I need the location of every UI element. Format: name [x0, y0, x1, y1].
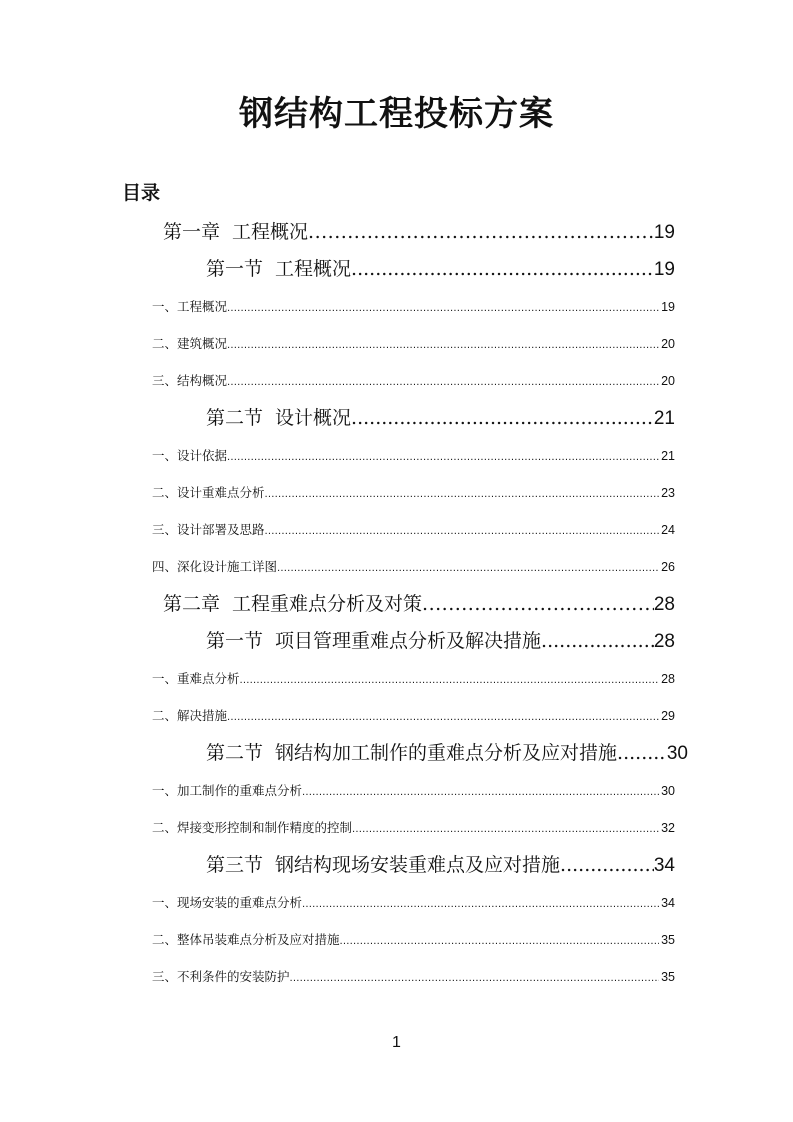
toc-page: 19 — [653, 222, 675, 243]
page-number: 1 — [392, 1034, 401, 1051]
toc-page: 26 — [661, 560, 675, 574]
toc-item[interactable] — [152, 707, 675, 727]
toc-entry-text: 一、重难点分析 — [152, 671, 240, 686]
toc-chapter[interactable] — [163, 219, 675, 246]
toc-entry-text: 第二节 钢结构加工制作的重难点分析及应对措施 — [206, 742, 618, 764]
toc-section[interactable] — [206, 740, 688, 767]
toc-entry-text: 二、焊接变形控制和制作精度的控制 — [152, 820, 353, 835]
toc-item[interactable] — [152, 931, 675, 951]
toc-entry-text: 第三节 钢结构现场安装重难点及应对措施 — [206, 854, 561, 876]
toc-page: 30 — [661, 784, 675, 798]
toc-page: 21 — [653, 408, 675, 429]
toc-leader — [422, 591, 654, 617]
toc-leader — [351, 405, 654, 431]
toc-leader — [265, 486, 660, 504]
toc-entry-text: 二、整体吊装难点分析及应对措施 — [152, 932, 340, 947]
toc-leader — [302, 896, 659, 914]
toc-entry-text: 二、解决措施 — [152, 708, 228, 723]
document-title: 钢结构工程投标方案 — [239, 94, 554, 134]
toc-leader — [541, 628, 654, 654]
toc-entry-text: 一、加工制作的重难点分析 — [152, 783, 303, 798]
toc-item[interactable] — [152, 372, 675, 392]
toc-leader — [277, 560, 659, 578]
toc-page: 35 — [661, 933, 675, 947]
toc-leader — [351, 256, 654, 282]
toc-entry-text: 第二章 工程重难点分析及对策 — [163, 593, 423, 615]
toc-heading: 目录 — [122, 182, 161, 204]
toc-section[interactable] — [206, 628, 675, 655]
toc-page: 29 — [661, 709, 675, 723]
toc-item[interactable] — [152, 484, 675, 504]
toc-page: 32 — [661, 821, 675, 835]
toc-leader — [227, 300, 659, 318]
toc-section[interactable] — [206, 405, 675, 432]
toc-leader — [340, 933, 660, 951]
toc-item[interactable] — [152, 819, 675, 839]
toc-leader — [290, 970, 660, 988]
toc-entry-text: 二、设计重难点分析 — [152, 485, 265, 500]
toc-entry-text: 四、深化设计施工详图 — [152, 559, 278, 574]
toc-item[interactable] — [152, 670, 675, 690]
toc-entry-text: 一、工程概况 — [152, 299, 228, 314]
toc-item[interactable] — [152, 558, 675, 578]
toc-item[interactable] — [152, 782, 675, 802]
toc-entry-text: 第一章 工程概况 — [163, 221, 309, 243]
toc-leader — [227, 337, 659, 355]
toc-leader — [617, 740, 667, 766]
toc-page: 21 — [661, 449, 675, 463]
toc-section[interactable] — [206, 852, 675, 879]
toc-entry-text: 一、现场安装的重难点分析 — [152, 895, 303, 910]
toc-leader — [308, 219, 654, 245]
toc-item[interactable] — [152, 894, 675, 914]
toc-section[interactable] — [206, 256, 675, 283]
toc-entry-text: 第二节 设计概况 — [206, 407, 352, 429]
toc-leader — [352, 821, 659, 839]
toc-page: 28 — [661, 672, 675, 686]
toc-leader — [227, 449, 659, 467]
toc-page: 28 — [653, 594, 675, 615]
toc-page: 28 — [653, 631, 675, 652]
toc-entry-text: 二、建筑概况 — [152, 336, 228, 351]
toc-leader — [227, 374, 659, 392]
toc-page: 24 — [661, 523, 675, 537]
toc-entry-text: 三、设计部署及思路 — [152, 522, 265, 537]
toc-page: 30 — [666, 743, 688, 764]
toc-page: 23 — [661, 486, 675, 500]
toc-page: 19 — [661, 300, 675, 314]
toc-page: 35 — [661, 970, 675, 984]
toc-leader — [265, 523, 660, 541]
toc-entry-text: 三、不利条件的安装防护 — [152, 969, 290, 984]
toc-page: 34 — [661, 896, 675, 910]
toc-chapter[interactable] — [163, 591, 675, 618]
toc-page: 20 — [661, 374, 675, 388]
toc-item[interactable] — [152, 447, 675, 467]
toc-item[interactable] — [152, 521, 675, 541]
toc-item[interactable] — [152, 298, 675, 318]
toc-page: 20 — [661, 337, 675, 351]
toc-entry-text: 一、设计依据 — [152, 448, 228, 463]
toc-page: 34 — [653, 855, 675, 876]
toc-leader — [240, 672, 660, 690]
toc-entry-text: 第一节 项目管理重难点分析及解决措施 — [206, 630, 542, 652]
toc-leader — [227, 709, 659, 727]
toc-entry-text: 三、结构概况 — [152, 373, 228, 388]
toc-entry-text: 第一节 工程概况 — [206, 258, 352, 280]
toc-item[interactable] — [152, 968, 675, 988]
toc-item[interactable] — [152, 335, 675, 355]
toc-leader — [560, 852, 654, 878]
toc-leader — [302, 784, 659, 802]
toc-page: 19 — [653, 259, 675, 280]
